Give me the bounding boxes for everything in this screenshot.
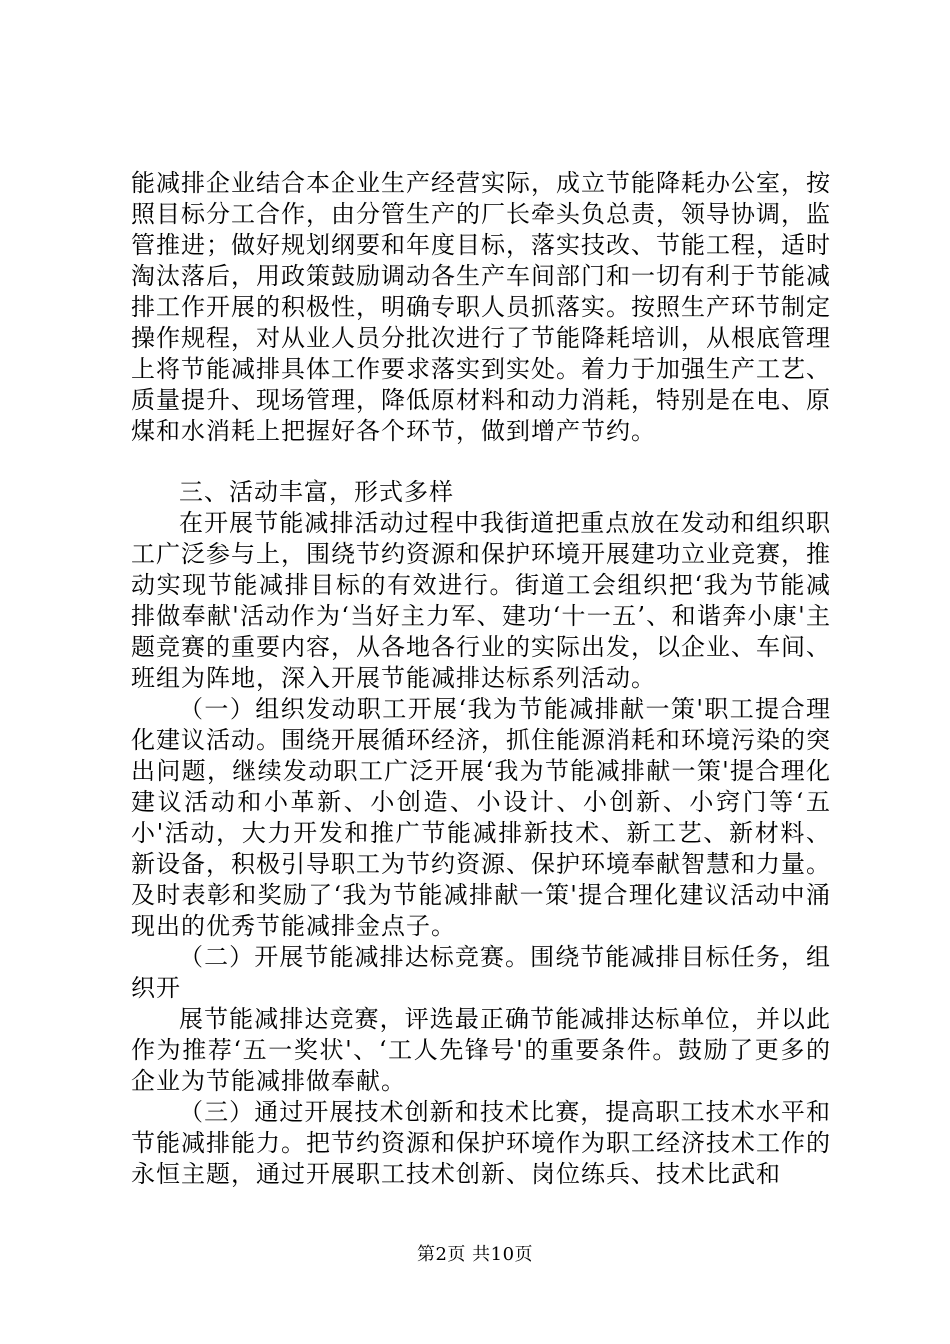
paragraph-item-2-continued: 展节能减排达竞赛，评选最正确节能减排达标单位，并以此作为推荐‘五一奖状'、‘工人先锋号'的重要条件。鼓励了更多的企业为节能减排做奉献。 <box>131 1005 831 1095</box>
paragraph-continuation: 能减排企业结合本企业生产经营实际，成立节能降耗办公室，按照目标分工合作，由分管生产的厂长牵头负总责，领导协调，监管推进；做好规划纲要和年度目标，落实技改、节能工程，适时淘汰落后，用政策鼓励调动各生产车间部门和一切有利于节能减排工作开展的积极性，明确专职人员抓落实。按照生产环节制定操作规程，对从业人员分批次进行了节能降耗培训，从根底管理上将节能减排具体工作要求落实到实处。着力于加强生产工艺、质量提升、现场管理，降低原材料和动力消耗，特别是在电、原煤和水消耗上把握好各个环节，做到增产节约。 <box>131 169 831 445</box>
paragraph-item-2: （二）开展节能减排达标竞赛。围绕节能减排目标任务，组织开 <box>131 943 831 1002</box>
paragraph-item-3: （三）通过开展技术创新和技术比赛，提高职工技术水平和节能减排能力。把节约资源和保护环境作为职工经济技术工作的永恒主题，通过开展职工技术创新、岗位练兵、技术比武和 <box>131 1098 831 1188</box>
section-heading: 三、活动丰富，形式多样 <box>179 478 454 506</box>
paragraph-item-1: （一）组织发动职工开展‘我为节能减排献一策'职工提合理化建议活动。围绕开展循环经济，抓住能源消耗和环境污染的突出问题，继续发动职工广泛开展‘我为节能减排献一策'提合理化建议活动和小革新、小创造、小设计、小创新、小窍门等‘五小'活动，大力开发和推广节能减排新技术、新工艺、新材料、新设备，积极引导职工为节约资源、保护环境奉献智慧和力量。及时表彰和奖励了‘我为节能减排献一策'提合理化建议活动中涌现出的优秀节能减排金点子。 <box>131 695 831 940</box>
paragraph-intro: 在开展节能减排活动过程中我街道把重点放在发动和组织职工广泛参与上，围绕节约资源和保护环境开展建功立业竞赛，推动实现节能减排目标的有效进行。街道工会组织把‘我为节能减排做奉献'活动作为‘当好主力军、建功‘十一五’、和谐奔小康'主题竞赛的重要内容，从各地各行业的实际出发，以企业、车间、班组为阵地，深入开展节能减排达标系列活动。 <box>131 509 831 692</box>
paragraph-gap <box>131 447 831 477</box>
page-number-footer: 第2页 共10页 <box>416 1244 534 1265</box>
document-body <box>131 168 831 1190</box>
